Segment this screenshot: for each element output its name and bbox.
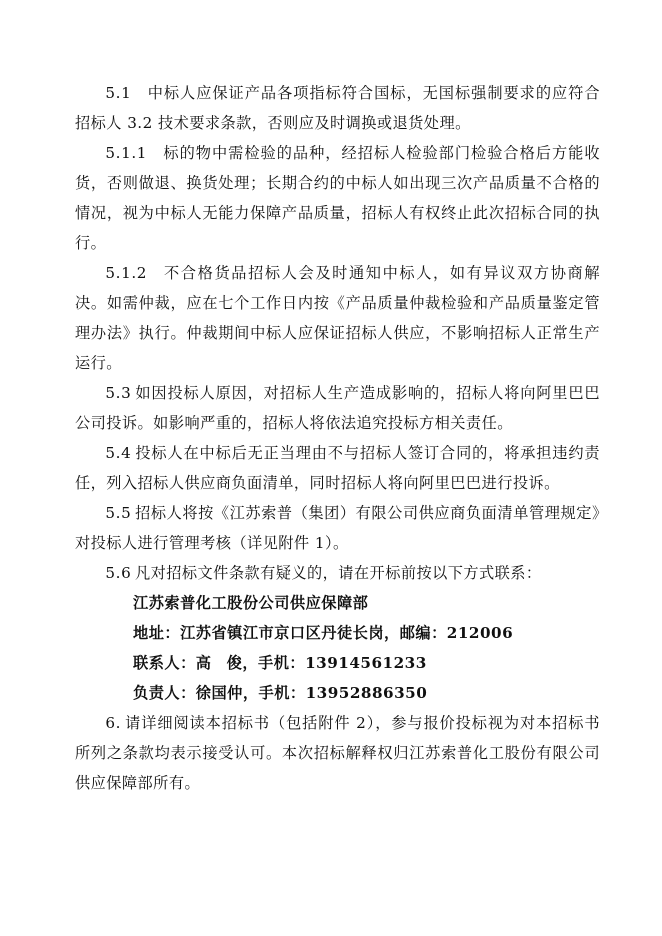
clause-number: 6. <box>105 714 122 732</box>
clause-number: 5.1.1 <box>105 144 148 162</box>
contact-department: 江苏索普化工股份公司供应保障部 <box>133 594 369 612</box>
manager-name: 徐国仲 <box>195 684 243 702</box>
clause-text: 投标人在中标后无正当理由不与招标人签订合同的，将承担违约责任，列入招标人供应商负面清单，同时招标人将向阿里巴巴进行投诉。 <box>75 444 600 492</box>
contact-person <box>75 648 600 678</box>
document-text-body <box>75 78 600 798</box>
manager-phone: 13952886350 <box>305 684 428 702</box>
clause-text: 不合格货品招标人会及时通知中标人，如有异议双方协商解决。如需仲裁，应在七个工作日内按《产品质量仲裁检验和产品质量鉴定管理办法》执行。仲裁期间中标人应保证招标人供应，不影响招标人正常生产运行。 <box>75 264 600 372</box>
clause-number: 5.5 <box>105 504 132 522</box>
clause-number: 5.6 <box>105 564 132 582</box>
contact-manager <box>75 678 600 708</box>
contact-person-separator: ， <box>242 654 258 672</box>
clause-text: 中标人应保证产品各项指标符合国标，无国标强制要求的应符合招标人 3.2 技术要求条款，否则应及时调换或退货处理。 <box>75 84 600 132</box>
clause-5-1-2 <box>75 258 600 378</box>
contact-person-phone: 13914561233 <box>305 654 427 672</box>
contact-person-given: 俊 <box>226 654 243 672</box>
manager-separator: ， <box>242 684 259 702</box>
address-value: 江苏省镇江市京口区丹徒长岗，邮编：212006 <box>180 624 514 642</box>
clause-number: 5.1 <box>105 84 132 102</box>
contact-information-block <box>75 588 600 708</box>
contact-person-phone-label: 手机： <box>258 654 306 672</box>
clause-text: 凡对招标文件条款有疑义的，请在开标前按以下方式联系： <box>135 564 542 582</box>
clause-5-4 <box>75 438 600 498</box>
clause-5-6 <box>75 558 600 588</box>
clause-5-3 <box>75 378 600 438</box>
clause-text: 招标人将按《江苏索普（集团）有限公司供应商负面清单管理规定》对投标人进行管理考核（详见附件 1）。 <box>75 504 600 552</box>
clause-text: 标的物中需检验的品种，经招标人检验部门检验合格后方能收货，否则做退、换货处理；长期合约的中标人如出现三次产品质量不合格的情况，视为中标人无能力保障产品质量，招标人有权终止此次招标合同的执行。 <box>75 144 600 252</box>
clause-5-1 <box>75 78 600 138</box>
address-label: 地址： <box>133 624 181 642</box>
contact-person-surname: 高 <box>195 654 212 672</box>
clause-5-1-1 <box>75 138 600 258</box>
clause-6 <box>75 708 600 798</box>
clause-text: 请详细阅读本招标书（包括附件 2），参与报价投标视为对本招标书所列之条款均表示接受认可。本次招标解释权归江苏索普化工股份有限公司供应保障部所有。 <box>75 714 600 792</box>
manager-phone-label: 手机： <box>258 684 306 702</box>
clause-5-5 <box>75 498 600 558</box>
clause-number: 5.4 <box>105 444 132 462</box>
contact-person-label: 联系人： <box>133 654 196 672</box>
contact-address <box>75 618 600 648</box>
clause-number: 5.1.2 <box>105 264 148 282</box>
clause-number: 5.3 <box>105 384 132 402</box>
clause-text: 如因投标人原因，对招标人生产造成影响的，招标人将向阿里巴巴公司投诉。如影响严重的，招标人将依法追究投标方相关责任。 <box>75 384 600 432</box>
manager-label: 负责人： <box>133 684 196 702</box>
